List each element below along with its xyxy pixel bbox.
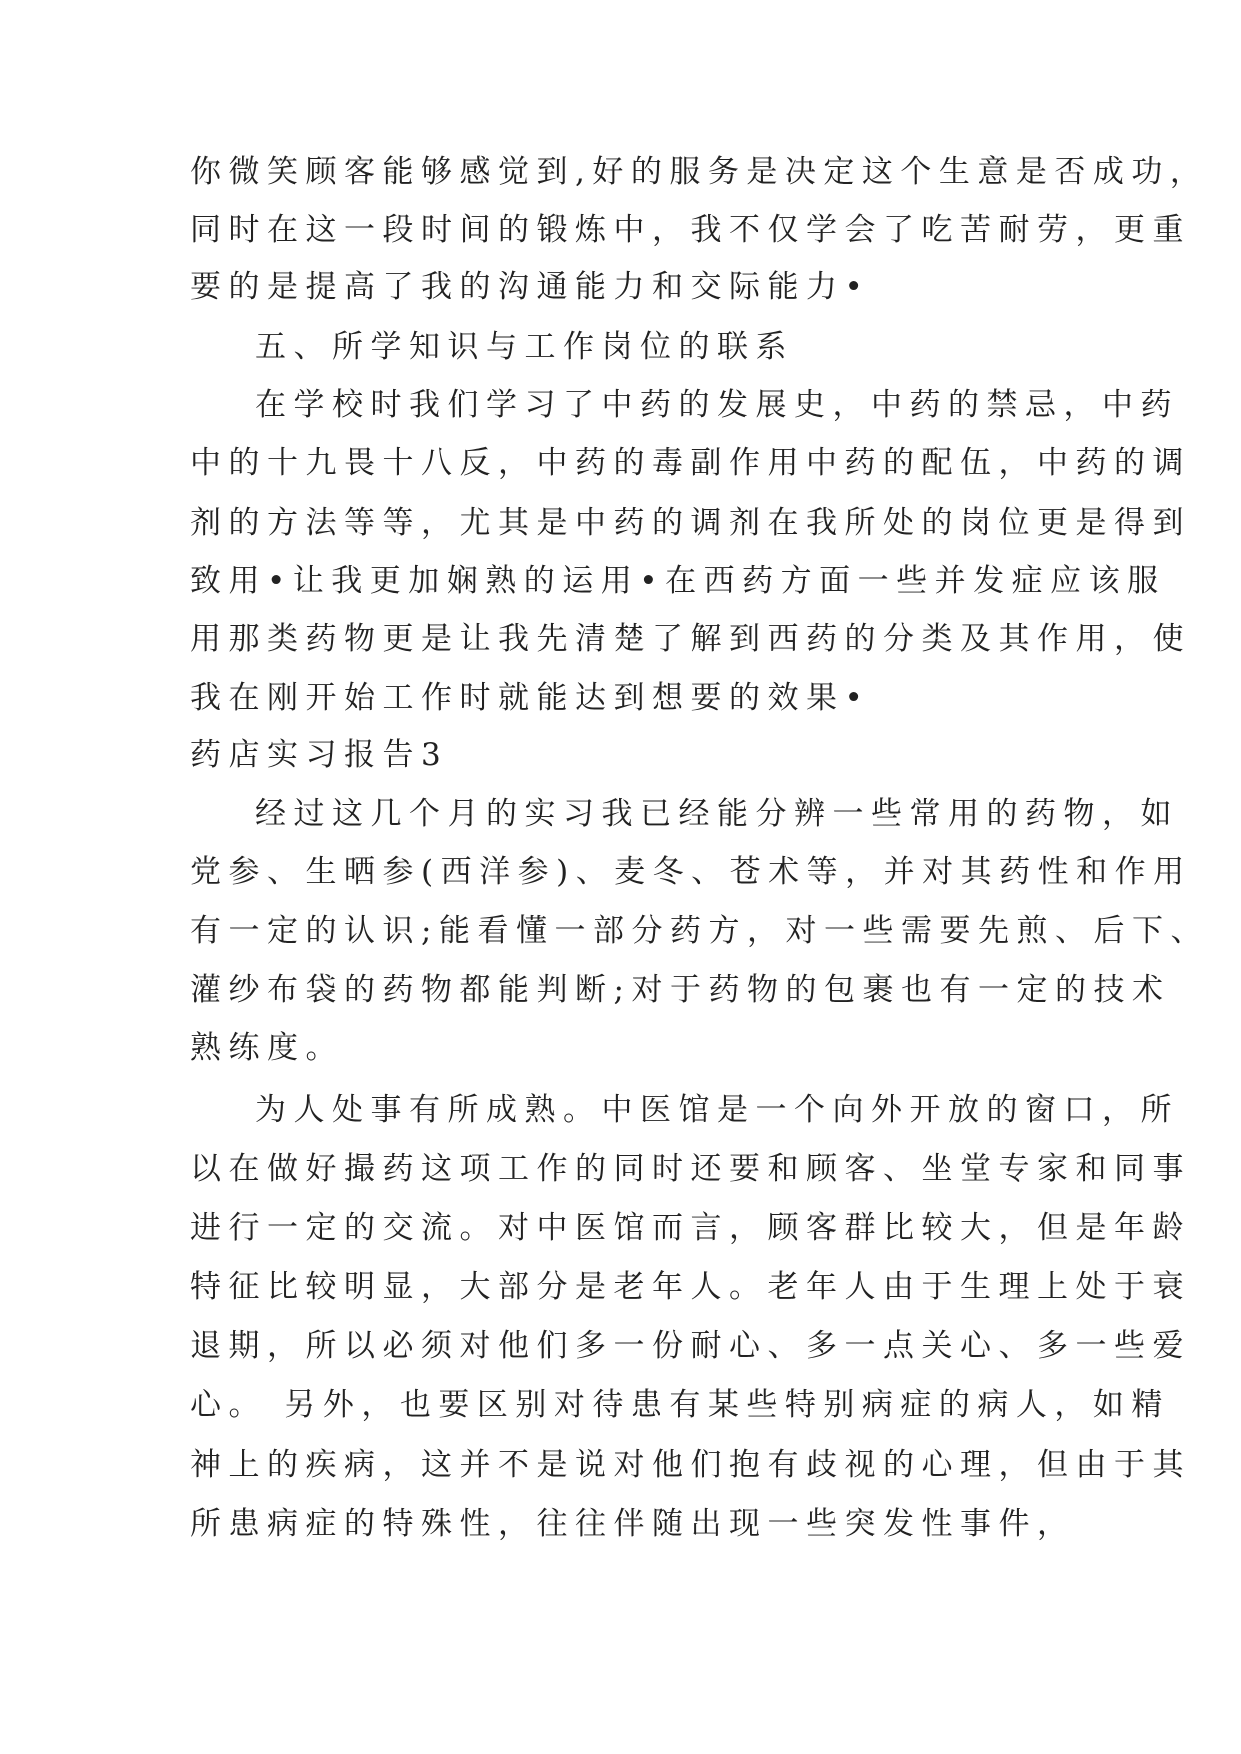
text-line: 灌纱布袋的药物都能判断;对于药物的包裹也有一定的技术 xyxy=(190,972,1171,1008)
text-line: 以在做好撮药这项工作的同时还要和顾客、坐堂专家和同事 xyxy=(190,1151,1191,1187)
text-line: 中的十九畏十八反，中药的毒副作用中药的配伍，中药的调 xyxy=(190,445,1191,481)
text-line: 经过这几个月的实习我已经能分辨一些常用的药物，如 xyxy=(255,796,1179,832)
section-heading: 五、所学知识与工作岗位的联系 xyxy=(255,329,794,365)
text-line: 剂的方法等等，尤其是中药的调剂在我所处的岗位更是得到 xyxy=(190,505,1191,541)
text-line: 同时在这一段时间的锻炼中，我不仅学会了吃苦耐劳，更重 xyxy=(190,212,1191,248)
text-line: 致用•让我更加娴熟的运用•在西药方面一些并发症应该服 xyxy=(190,563,1166,599)
text-line: 你微笑顾客能够感觉到,好的服务是决定这个生意是否成功， xyxy=(190,154,1209,190)
text-line: 党参、生晒参(西洋参)、麦冬、苍术等，并对其药性和作用 xyxy=(190,854,1192,890)
text-line: 心。 另外，也要区别对待患有某些特别病症的病人，如精 xyxy=(190,1387,1170,1423)
report-title: 药店实习报告3 xyxy=(190,737,449,773)
text-line: 有一定的认识;能看懂一部分药方，对一些需要先煎、后下、 xyxy=(190,913,1209,949)
text-line: 在学校时我们学习了中药的发展史，中药的禁忌，中药 xyxy=(255,387,1179,423)
text-line: 退期，所以必须对他们多一份耐心、多一点关心、多一些爱 xyxy=(190,1328,1191,1364)
text-line: 为人处事有所成熟。中医馆是一个向外开放的窗口，所 xyxy=(255,1092,1179,1128)
text-line: 特征比较明显，大部分是老年人。老年人由于生理上处于衰 xyxy=(190,1269,1191,1305)
text-line: 要的是提高了我的沟通能力和交际能力• xyxy=(190,269,871,305)
text-line: 熟练度。 xyxy=(190,1030,344,1066)
text-line: 进行一定的交流。对中医馆而言，顾客群比较大，但是年龄 xyxy=(190,1210,1191,1246)
text-line: 神上的疾病，这并不是说对他们抱有歧视的心理，但由于其 xyxy=(190,1447,1191,1483)
text-line: 所患病症的特殊性，往往伴随出现一些突发性事件， xyxy=(190,1506,1076,1542)
text-line: 用那类药物更是让我先清楚了解到西药的分类及其作用，使 xyxy=(190,621,1191,657)
text-line: 我在刚开始工作时就能达到想要的效果• xyxy=(190,680,871,716)
